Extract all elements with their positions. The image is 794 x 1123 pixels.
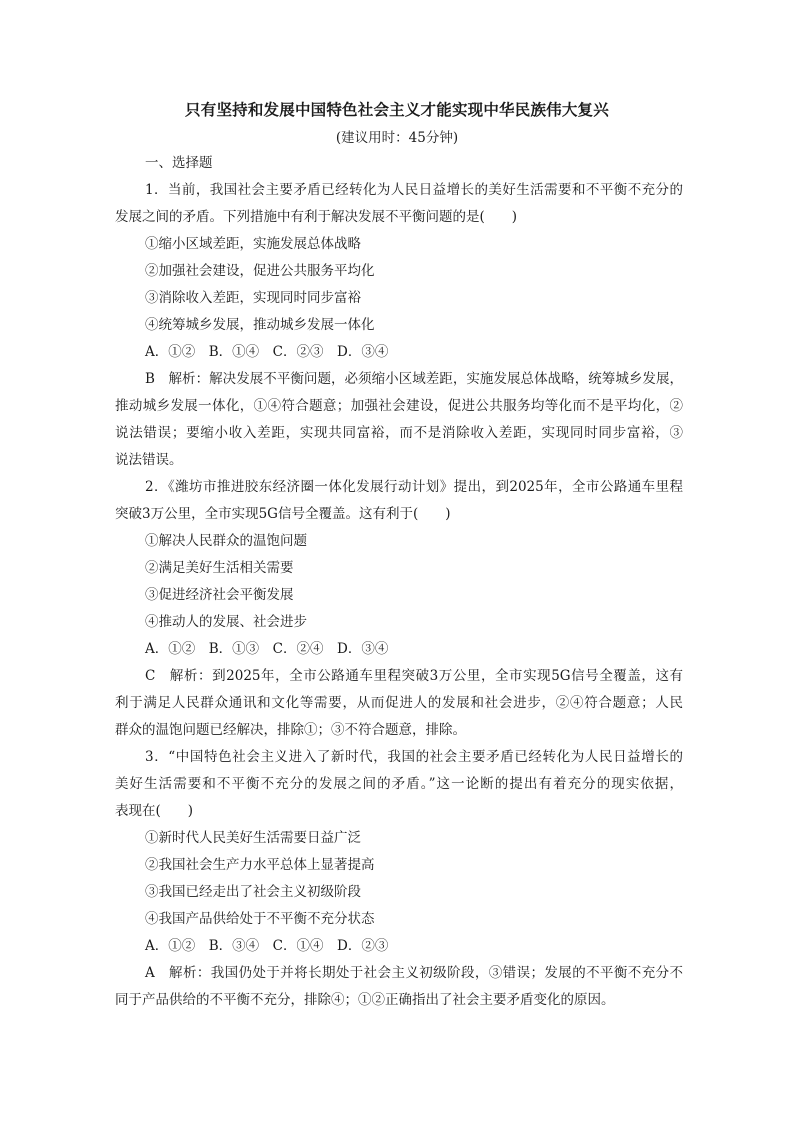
choice-item: ②我国社会生产力水平总体上显著提高: [145, 857, 375, 873]
analysis-line: A 解析：我国仍处于并将长期处于社会主义初级阶段，③错误；发展的不平衡不充分不: [145, 965, 683, 981]
choice-item: ④统筹城乡发展，推动城乡发展一体化: [145, 317, 375, 333]
answer-options: A．①② B．①③ C．②④ D．③④: [145, 641, 389, 657]
question-stem-line: 2．《潍坊市推进胶东经济圈一体化发展行动计划》提出，到2025年，全市公路通车里程: [145, 479, 683, 495]
page-title: 只有坚持和发展中国特色社会主义才能实现中华民族伟大复兴: [185, 101, 609, 119]
analysis-line: B 解析：解决发展不平衡问题，必须缩小区域差距，实施发展总体战略，统筹城乡发展，: [145, 371, 683, 387]
choice-item: ④推动人的发展、社会进步: [145, 614, 307, 630]
analysis-line: 利于满足人民群众通讯和文化等需要，从而促进人的发展和社会进步，②④符合题意；人民: [115, 695, 683, 711]
choice-item: ④我国产品供给处于不平衡不充分状态: [145, 911, 375, 927]
question-stem-line: 发展之间的矛盾。下列措施中有利于解决发展不平衡问题的是( ): [115, 209, 518, 225]
answer-options: A．①② B．①④ C．②③ D．③④: [145, 344, 389, 360]
analysis-line: 推动城乡发展一体化，①④符合题意；加强社会建设，促进公共服务均等化而不是平均化，②: [115, 398, 683, 414]
choice-item: ①新时代人民美好生活需要日益广泛: [145, 830, 361, 846]
choice-item: ②加强社会建设，促进公共服务平均化: [145, 263, 375, 279]
choice-item: ②满足美好生活相关需要: [145, 560, 294, 576]
choice-item: ③促进经济社会平衡发展: [145, 587, 294, 603]
time-suggestion: (建议用时：45分钟): [335, 130, 459, 146]
question-2: [115, 474, 683, 744]
analysis-line: 说法错误；要缩小收入差距，实现共同富裕，而不是消除收入差距，实现同时同步富裕，③: [115, 425, 683, 441]
analysis-line: C 解析：到2025年，全市公路通车里程突破3万公里，全市实现5G信号全覆盖，这有: [145, 668, 683, 684]
choice-item: ①缩小区域差距，实施发展总体战略: [145, 236, 361, 252]
analysis-line: 同于产品供给的不平衡不充分，排除④；①②正确指出了社会主要矛盾变化的原因。: [115, 992, 615, 1008]
section-heading: 一、选择题: [145, 155, 213, 171]
question-stem-line: 美好生活需要和不平衡不充分的发展之间的矛盾。”这一论断的提出有着充分的现实依据，: [115, 776, 683, 792]
question-3: [115, 744, 683, 1014]
question-stem-line: 突破3万公里，全市实现5G信号全覆盖。这有利于( ): [115, 506, 451, 522]
choice-item: ③消除收入差距，实现同时同步富裕: [145, 290, 361, 306]
question-stem-line: 1．当前，我国社会主要矛盾已经转化为人民日益增长的美好生活需要和不平衡不充分的: [145, 182, 683, 198]
choice-item: ③我国已经走出了社会主义初级阶段: [145, 884, 361, 900]
question-stem-line: 表现在( ): [115, 803, 194, 819]
analysis-line: 说法错误。: [115, 452, 183, 468]
document-body: [115, 150, 683, 1014]
question-stem-line: 3．“中国特色社会主义进入了新时代，我国的社会主要矛盾已经转化为人民日益增长的: [145, 749, 683, 765]
choice-item: ①解决人民群众的温饱问题: [145, 533, 307, 549]
answer-options: A．①② B．③④ C．①④ D．②③: [145, 938, 389, 954]
question-1: [115, 177, 683, 474]
analysis-line: 群众的温饱问题已经解决，排除①；③不符合题意，排除。: [115, 722, 466, 738]
